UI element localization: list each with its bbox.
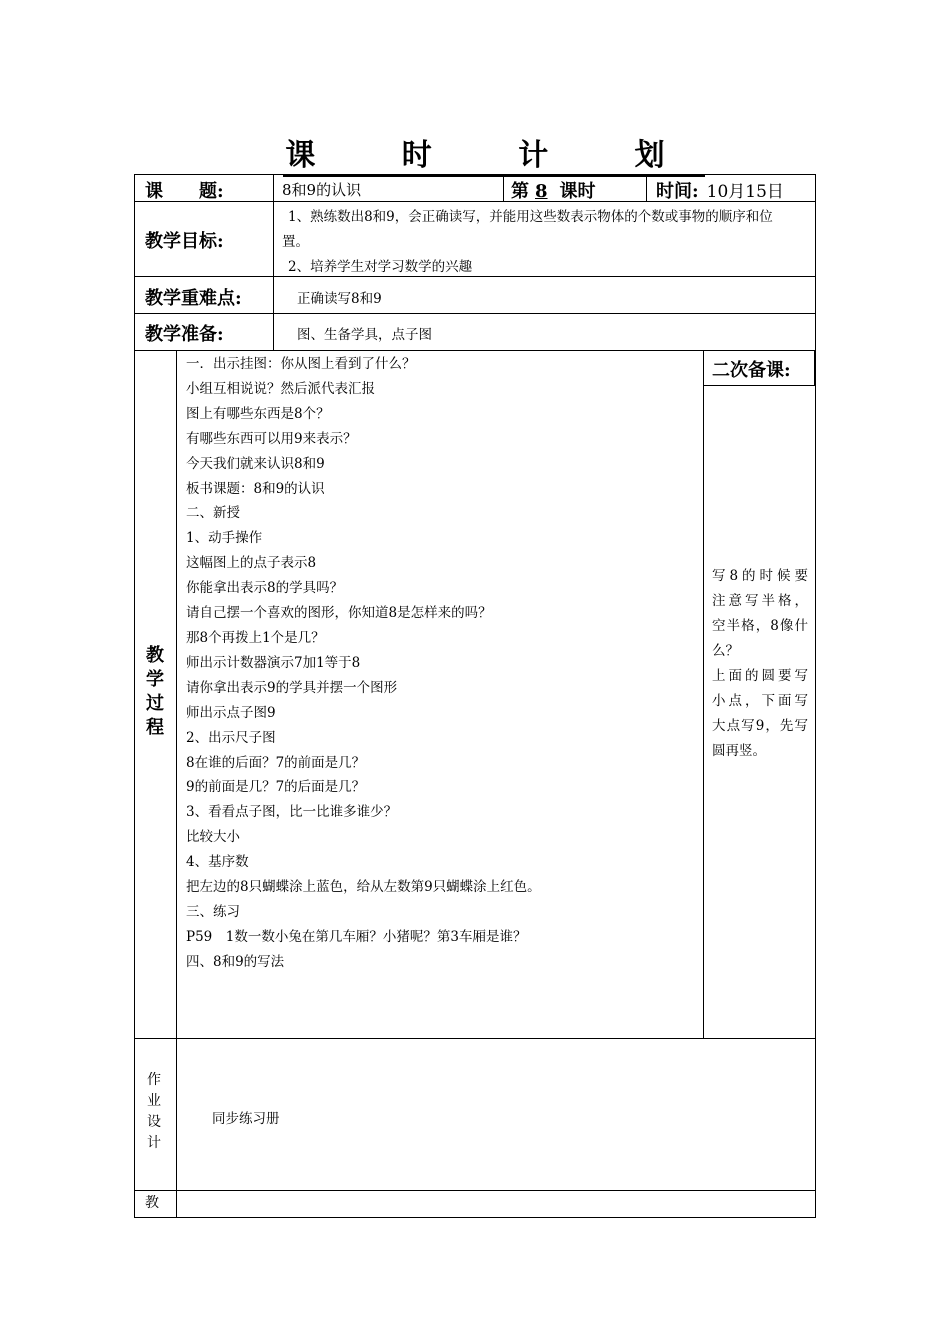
goals-line-1-cont: 置。 <box>282 234 309 250</box>
note-line: 小点，下面写 <box>712 693 808 709</box>
process-line: 1、动手操作 <box>186 530 263 547</box>
note-line: 圆再竖。 <box>712 743 766 759</box>
lesson-suffix: 课时 <box>559 181 596 202</box>
divider <box>134 1190 816 1191</box>
divider <box>646 174 647 202</box>
process-label-char: 教 <box>146 645 164 666</box>
process-line: 3、看看点子图，比一比谁多谁少？ <box>186 804 398 821</box>
process-line: 4、基序数 <box>186 854 249 871</box>
divider <box>134 276 816 277</box>
second-prep-notes <box>712 564 808 764</box>
process-line: 2、出示尺子图 <box>186 729 276 746</box>
process-line: 师出示点子图9 <box>186 704 276 721</box>
process-line: 四、8和9的写法 <box>186 953 285 970</box>
note-line: 空半格，8像什 <box>712 618 808 634</box>
lesson-count <box>511 177 596 203</box>
divider <box>134 350 816 351</box>
divider <box>503 174 504 202</box>
topic-label: 课 题: <box>145 181 224 202</box>
divider <box>703 350 704 1038</box>
divider <box>703 385 816 386</box>
divider <box>134 1038 816 1039</box>
preparation-label: 教学准备: <box>145 324 224 345</box>
lesson-number: 8 <box>535 181 548 202</box>
process-line: 师出示计数器演示7加1等于8 <box>186 654 361 671</box>
homework-value: 同步练习册 <box>212 1111 280 1127</box>
process-line: P59 1数一数小兔在第几车厢？小猪呢？第3车厢是谁？ <box>186 928 527 945</box>
key-points-value: 正确读写8和9 <box>297 291 382 307</box>
note-line: 注意写半格， <box>712 593 808 609</box>
note-line: 写8的时候要 <box>712 568 808 584</box>
note-line: 么？ <box>712 643 739 659</box>
process-line: 请你拿出表示9的学具并摆一个图形 <box>186 679 398 696</box>
process-label-char: 程 <box>146 717 164 738</box>
process-line: 一．出示挂图：你从图上看到了什么？ <box>186 356 416 372</box>
process-line: 9的前面是几？7的后面是几？ <box>186 779 366 796</box>
homework-label-char: 作 <box>147 1072 161 1088</box>
homework-label-char: 业 <box>147 1093 161 1109</box>
process-line: 有哪些东西可以用9来表示？ <box>186 430 357 447</box>
process-content <box>186 352 701 975</box>
homework-label-char: 设 <box>147 1114 161 1130</box>
process-label-char: 过 <box>146 693 164 714</box>
time-label: 时间: <box>656 181 699 202</box>
process-line: 那8个再拨上1个是几？ <box>186 629 325 646</box>
process-label <box>140 644 170 740</box>
divider <box>134 313 816 314</box>
process-line: 今天我们就来认识8和9 <box>186 455 325 472</box>
goals-label: 教学目标: <box>145 231 224 252</box>
second-prep-label: 二次备课: <box>712 360 791 381</box>
page-title: 课 时 计 划 <box>0 130 950 174</box>
process-line: 这幅图上的点子表示8 <box>186 555 317 572</box>
note-line: 上面的圆要写 <box>712 668 808 684</box>
topic-value: 8和9的认识 <box>282 181 362 199</box>
process-line: 把左边的8只蝴蝶涂上蓝色，给从左数第9只蝴蝶涂上红色。 <box>186 879 541 896</box>
process-line: 小组互相说说？然后派代表汇报 <box>186 380 375 397</box>
homework-label-char: 计 <box>147 1135 161 1151</box>
preparation-value: 图、生备学具，点子图 <box>297 327 432 343</box>
homework-label <box>139 1070 169 1154</box>
process-line: 三、练习 <box>186 903 240 920</box>
divider <box>176 350 177 1218</box>
divider <box>814 350 815 386</box>
process-label-char: 学 <box>146 669 164 690</box>
reflection-label: 教 <box>145 1195 159 1211</box>
time-value: 10月15日 <box>706 182 784 202</box>
process-line: 板书课题：8和9的认识 <box>186 480 325 497</box>
goals-line-1: 1、熟练数出8和9，会正确读写，并能用这些数表示物体的个数或事物的顺序和位 <box>288 209 773 225</box>
process-line: 比较大小 <box>186 829 240 846</box>
note-line: 大点写9，先写 <box>712 718 808 734</box>
process-line: 8在谁的后面？7的前面是几？ <box>186 754 366 771</box>
process-line: 请自己摆一个喜欢的图形，你知道8是怎样来的吗？ <box>186 605 492 622</box>
lesson-prefix: 第 <box>511 181 529 202</box>
process-line: 图上有哪些东西是8个？ <box>186 405 330 422</box>
process-line: 你能拿出表示8的学具吗？ <box>186 580 344 597</box>
goals-line-2: 2、培养学生对学习数学的兴趣 <box>288 259 473 275</box>
process-line: 二、新授 <box>186 505 240 522</box>
lesson-time <box>656 177 784 203</box>
key-points-label: 教学重难点: <box>145 288 242 309</box>
